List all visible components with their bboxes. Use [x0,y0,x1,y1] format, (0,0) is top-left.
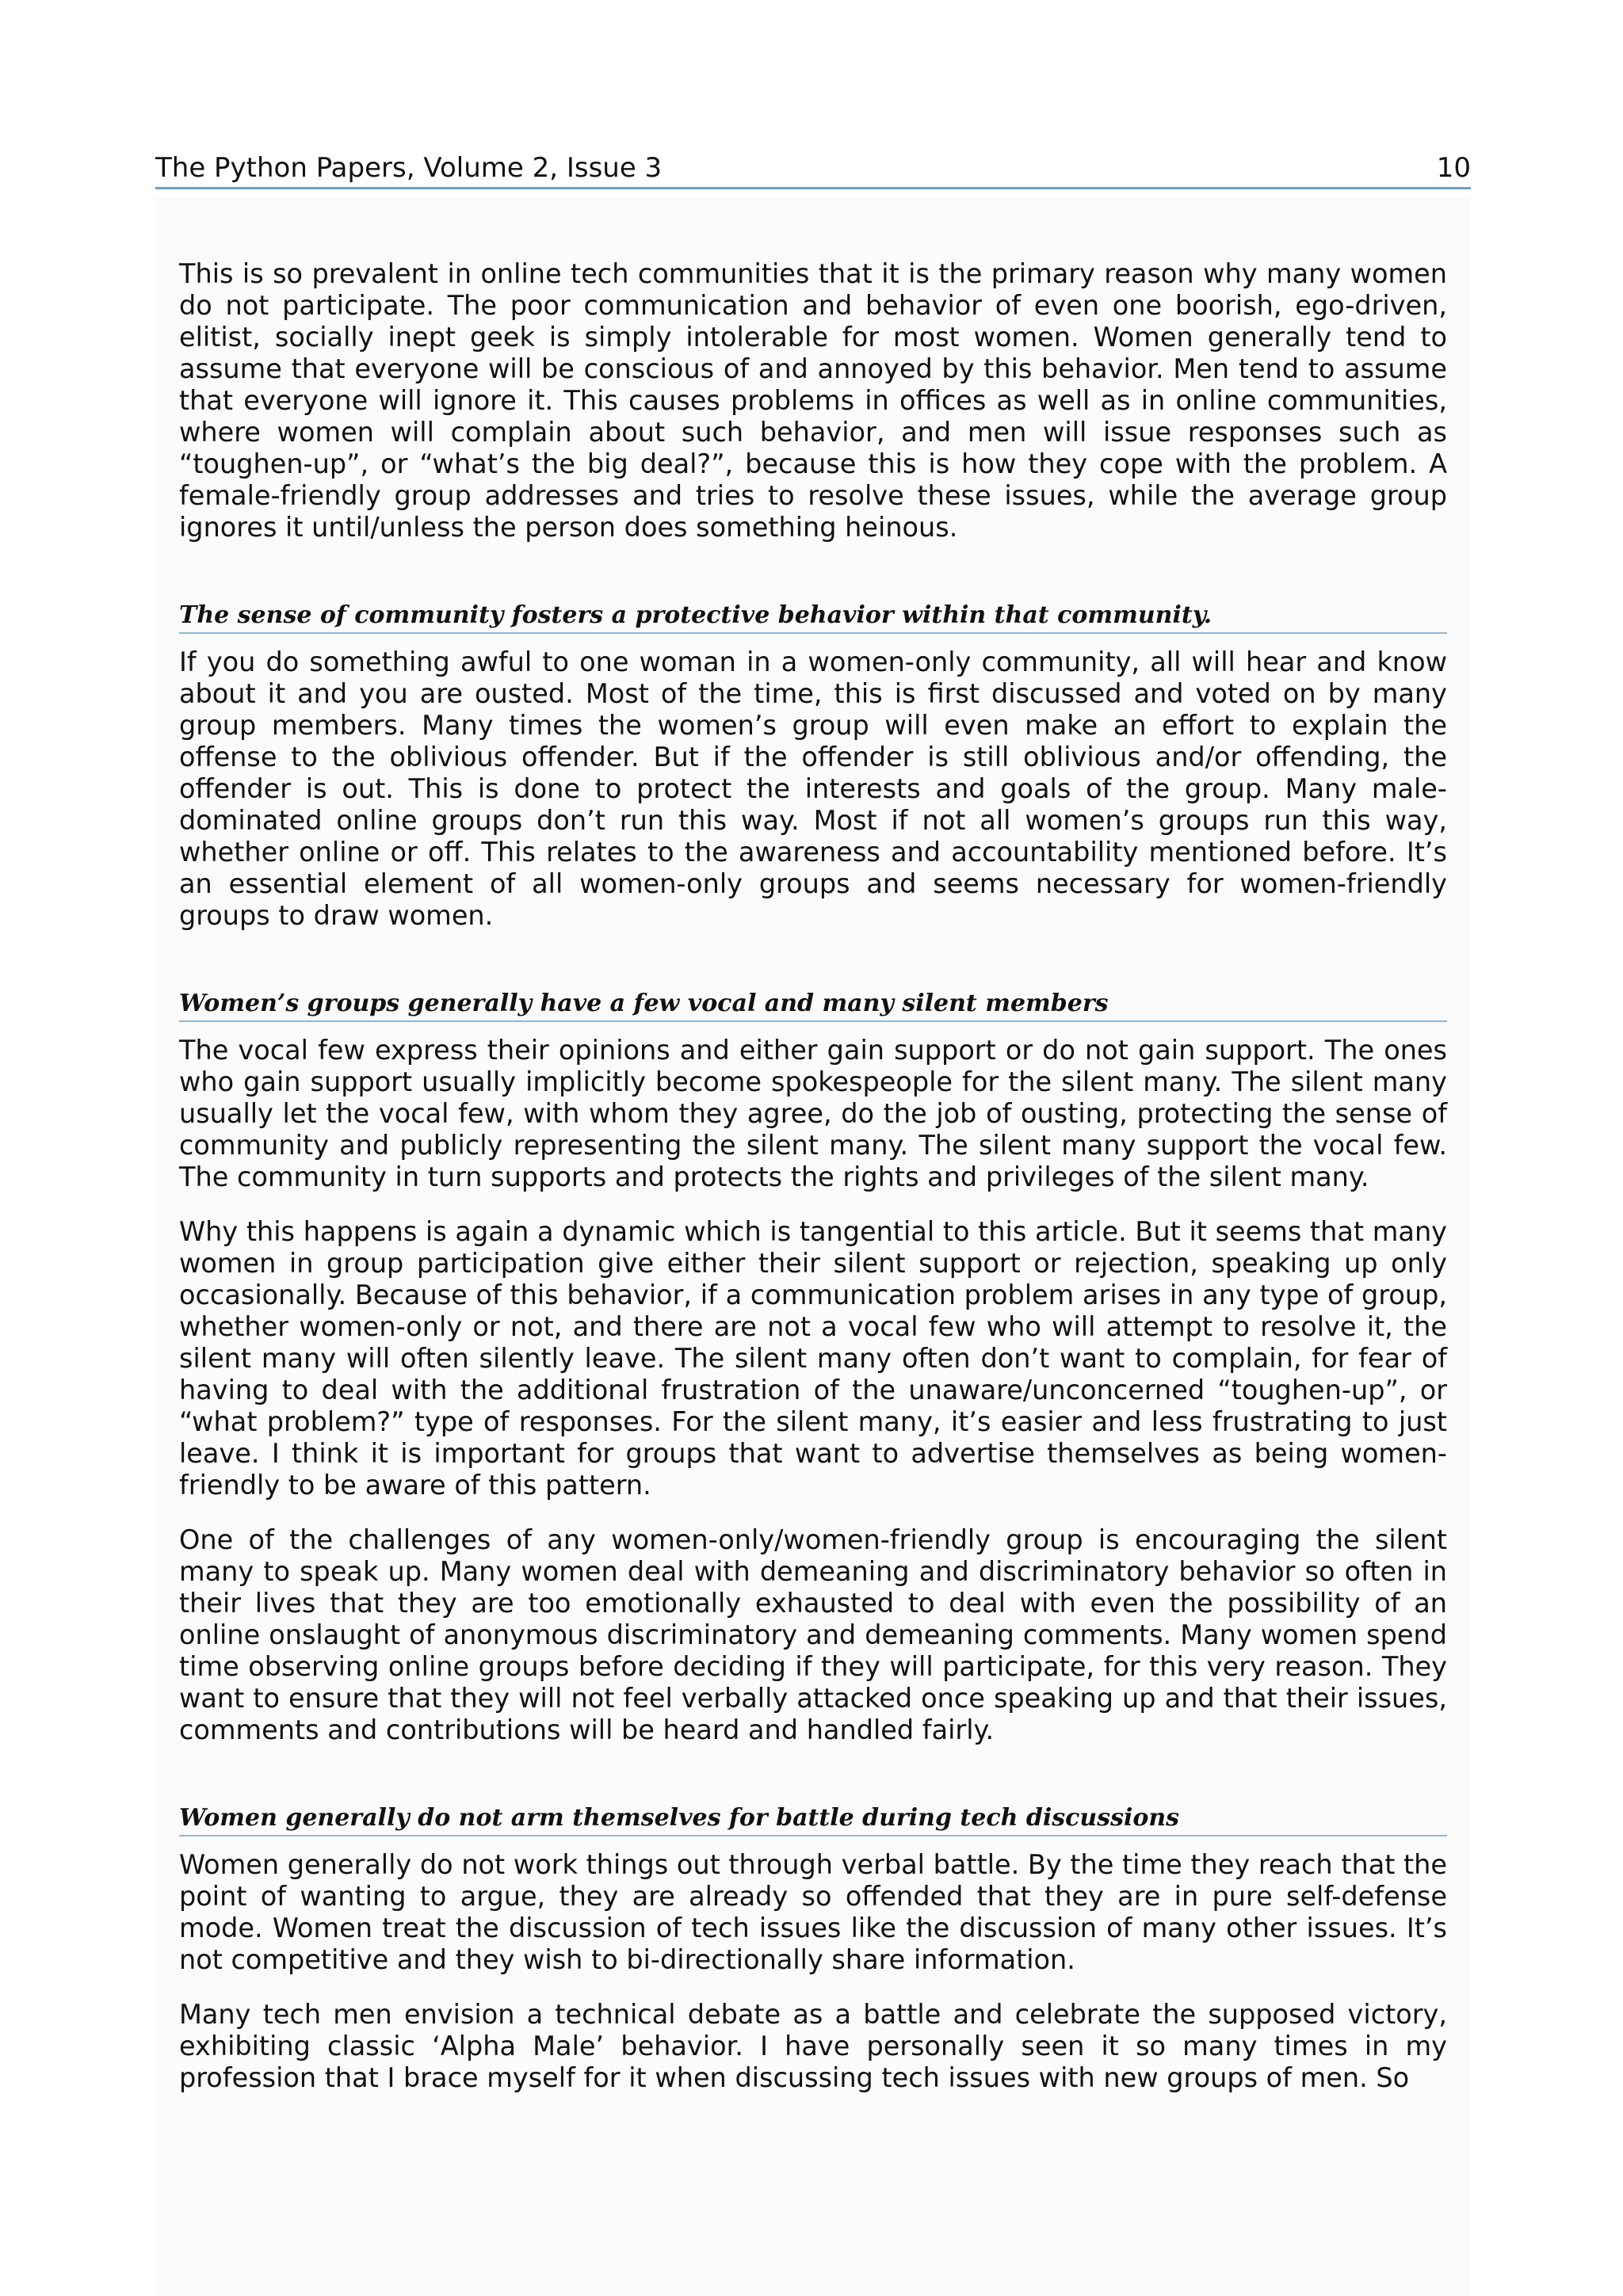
paragraph: Many tech men envision a technical debate as a battle and celebrate the supposed victory, exhibiting classic ‘Alpha Male’ behavior. I have personally seen it so many times in my profession that I brace myself for it when discussing tech issues with new groups of men. So [179,1999,1447,2093]
article-body [179,258,1447,2117]
paragraph: If you do something awful to one woman in a women-only community, all will hear and know about it and you are ousted. Most of the time, this is first discussed and voted on by many group members. Many times the women’s group will even make an effort to explain the offense to the oblivious offender. But if the offender is still oblivious and/or offending, the offender is out. This is done to protect the interests and goals of the group. Many male-dominated online groups don’t run this way. Most if not all women’s groups run this way, whether online or off. This relates to the awareness and accountability mentioned before. It’s an essential element of all women-only groups and seems necessary for women-friendly groups to draw women. [179,646,1447,931]
paragraph: Women generally do not work things out through verbal battle. By the time they reach that the point of wanting to argue, they are already so offended that they are in pure self-defense mode. Women treat the discussion of tech issues like the discussion of many other issues. It’s not competitive and they wish to bi-directionally share information. [179,1849,1447,1975]
section-heading: The sense of community fosters a protective behavior within that community. [179,601,1447,634]
section-heading: Women generally do not arm themselves for battle during tech discussions [179,1803,1447,1836]
paragraph: Why this happens is again a dynamic which is tangential to this article. But it seems that many women in group participation give either their silent support or rejection, speaking up only occasionally. Because of this behavior, if a communication problem arises in any type of group, whether women-only or not, and there are not a vocal few who will attempt to resolve it, the silent many will often silently leave. The silent many often don’t want to complain, for fear of having to deal with the additional frustration of the unaware/unconcerned “toughen-up”, or “what problem?” type of responses. For the silent many, it’s easier and less frustrating to just leave. I think it is important for groups that want to advertise themselves as being women-friendly to be aware of this pattern. [179,1216,1447,1501]
section-heading: Women’s groups generally have a few vocal and many silent members [179,989,1447,1022]
page-number: 10 [1436,152,1471,184]
paragraph: One of the challenges of any women-only/women-friendly group is encouraging the silent many to speak up. Many women deal with demeaning and discriminatory behavior so often in their lives that they are too emotionally exhausted to deal with even the possibility of an online onslaught of anonymous discriminatory and demeaning comments. Many women spend time observing online groups before deciding if they will participate, for this very reason. They want to ensure that they will not feel verbally attacked once speaking up and that their issues, comments and contributions will be heard and handled fairly. [179,1524,1447,1745]
paragraph: The vocal few express their opinions and either gain support or do not gain support. The ones who gain support usually implicitly become spokespeople for the silent many. The silent many usually let the vocal few, with whom they agree, do the job of ousting, protecting the sense of community and publicly representing the silent many. The silent many support the vocal few. The community in turn supports and protects the rights and privileges of the silent many. [179,1035,1447,1192]
running-header [155,151,1471,189]
journal-title: The Python Papers, Volume 2, Issue 3 [155,152,663,184]
paragraph: This is so prevalent in online tech communities that it is the primary reason why many women do not participate. The poor communication and behavior of even one boorish, ego-driven, elitist, socially inept geek is simply intolerable for most women. Women generally tend to assume that everyone will be conscious of and annoyed by this behavior. Men tend to assume that everyone will ignore it. This causes problems in offices as well as in online communities, where women will complain about such behavior, and men will issue responses such as “toughen-up”, or “what’s the big deal?”, because this is how they cope with the problem. A female-friendly group addresses and tries to resolve these issues, while the average group ignores it until/unless the person does something heinous. [179,258,1447,543]
